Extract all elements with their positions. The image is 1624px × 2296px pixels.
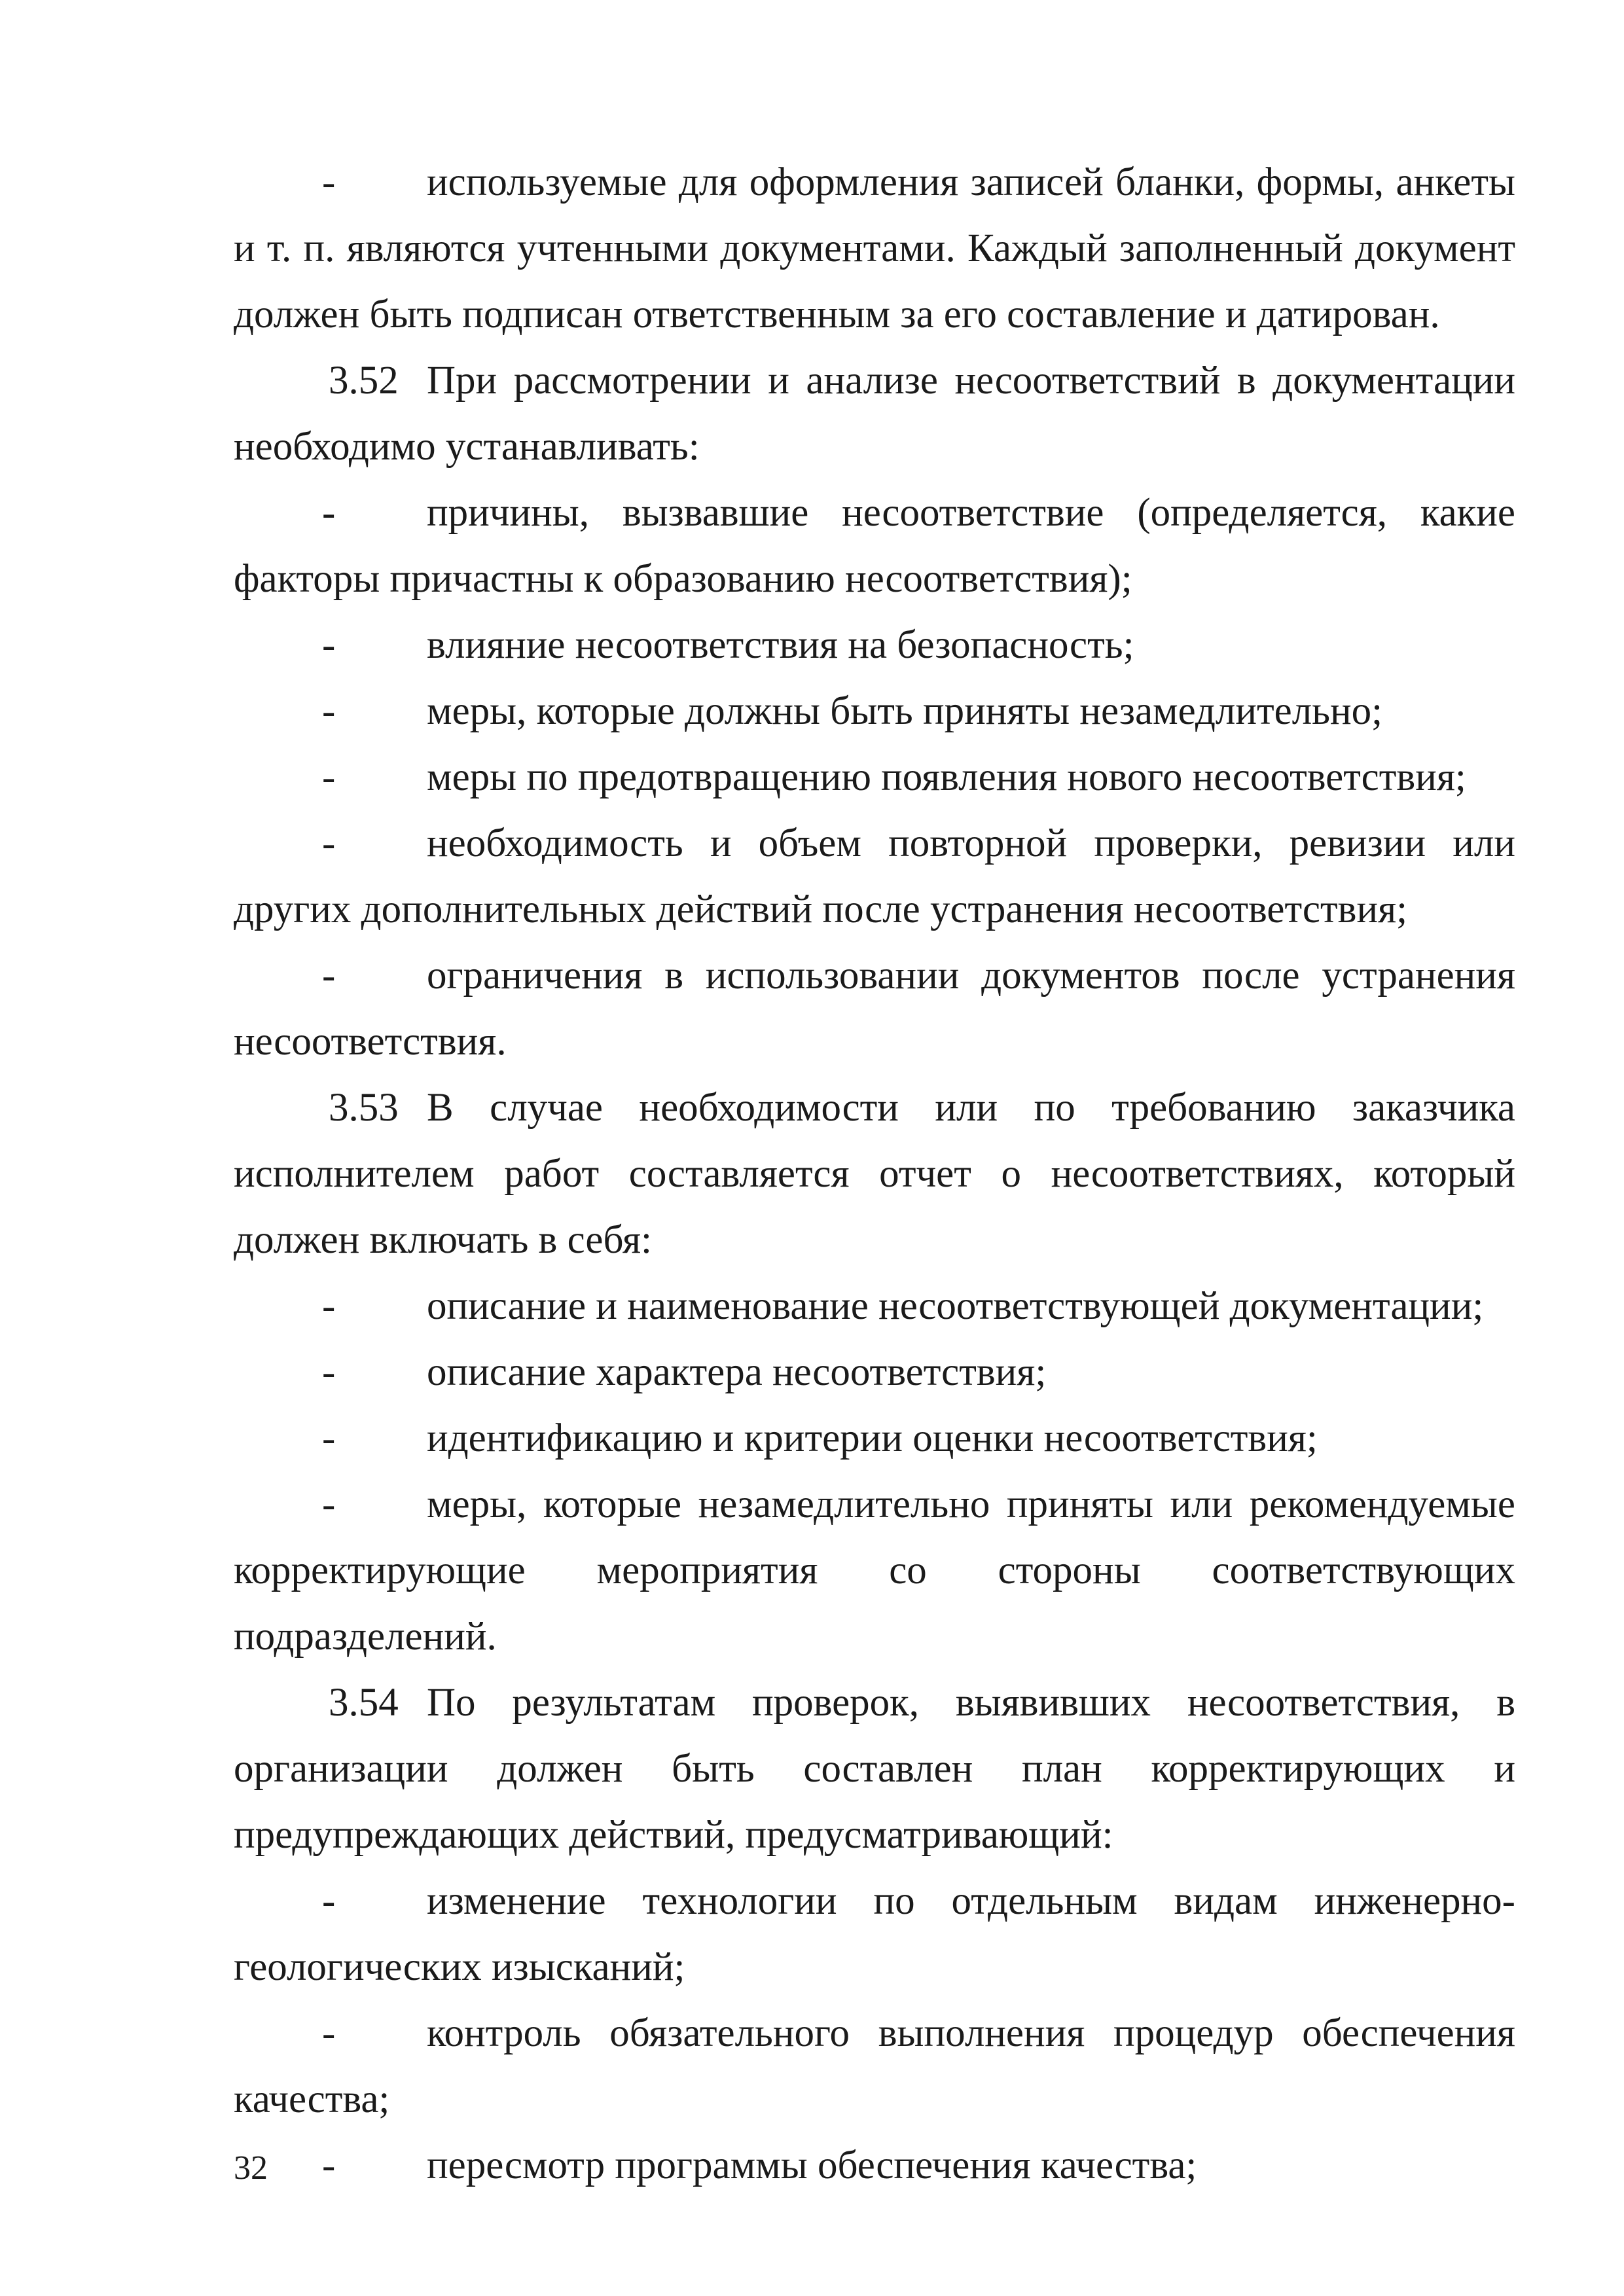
list-dash: -: [322, 2144, 336, 2187]
list-dash: -: [322, 160, 336, 204]
list-dash: -: [322, 2011, 336, 2055]
list-item-text: идентификацию и критерии оценки несоответствия;: [427, 1416, 1318, 1460]
paragraph-text: В случае необходимости или по требованию заказчика исполнителем работ составляется отчет о несоответствиях, который должен включать в себя:: [234, 1086, 1515, 1262]
list-item-text: необходимость и объем повторной проверки, ревизии или других дополнительных действий после устранения несоответствия;: [234, 821, 1515, 931]
list-item-text: контроль обязательного выполнения процедур обеспечения качества;: [234, 2011, 1515, 2121]
list-item: [234, 810, 1515, 942]
list-item: [234, 612, 1515, 678]
paragraph-text: По результатам проверок, выявивших несоответствия, в организации должен быть составлен план корректирующих и предупреждающих действий, предусматривающий:: [234, 1681, 1515, 1857]
list-item-text: меры, которые незамедлительно приняты или рекомендуемые корректирующие мероприятия со стороны соответствующих подразделений.: [234, 1482, 1515, 1659]
list-item-text: меры, которые должны быть приняты незамедлительно;: [427, 689, 1383, 733]
list-item: [234, 149, 1515, 348]
paragraph-number: 3.54: [329, 1681, 399, 1725]
list-dash: -: [322, 821, 336, 865]
list-dash: -: [322, 1350, 336, 1394]
list-dash: -: [322, 755, 336, 799]
numbered-paragraph: [234, 1670, 1515, 1868]
list-dash: -: [322, 1284, 336, 1328]
list-dash: -: [322, 1879, 336, 1923]
list-item: [234, 2000, 1515, 2132]
list-dash: -: [322, 954, 336, 997]
list-item-text: влияние несоответствия на безопасность;: [427, 623, 1134, 667]
list-item-text: ограничения в использовании документов после устранения несоответствия.: [234, 954, 1515, 1064]
list-dash: -: [322, 1416, 336, 1460]
list-item-text: причины, вызвавшие несоответствие (определяется, какие факторы причастны к образованию несоответствия);: [234, 491, 1515, 601]
list-dash: -: [322, 491, 336, 535]
numbered-paragraph: [234, 1075, 1515, 1273]
list-item-text: описание и наименование несоответствующей документации;: [427, 1284, 1484, 1328]
paragraph-number: 3.53: [329, 1086, 399, 1130]
list-dash: -: [322, 689, 336, 733]
list-item: [234, 1471, 1515, 1670]
list-item: [234, 1339, 1515, 1405]
numbered-paragraph: [234, 348, 1515, 480]
list-item: [234, 1273, 1515, 1339]
list-item: [234, 678, 1515, 744]
list-item: [234, 744, 1515, 810]
list-item: [234, 1868, 1515, 2000]
list-item: [234, 1405, 1515, 1471]
list-item-text: используемые для оформления записей бланки, формы, анкеты и т. п. являются учтенными документами. Каждый заполненный документ должен быть подписан ответственным за его составление и датирован.: [234, 160, 1515, 336]
document-page: [234, 149, 1515, 2198]
list-item-text: пересмотр программы обеспечения качества;: [427, 2144, 1197, 2187]
list-item: [234, 942, 1515, 1075]
paragraph-number: 3.52: [329, 359, 399, 403]
list-item-text: изменение технологии по отдельным видам инженерно-геологических изысканий;: [234, 1879, 1515, 1989]
list-item: [234, 2132, 1515, 2198]
list-dash: -: [322, 623, 336, 667]
page-number: 32: [234, 2149, 268, 2187]
list-dash: -: [322, 1482, 336, 1526]
list-item-text: описание характера несоответствия;: [427, 1350, 1047, 1394]
paragraph-text: При рассмотрении и анализе несоответствий в документации необходимо устанавливать:: [234, 359, 1515, 469]
list-item-text: меры по предотвращению появления нового несоответствия;: [427, 755, 1466, 799]
list-item: [234, 480, 1515, 612]
